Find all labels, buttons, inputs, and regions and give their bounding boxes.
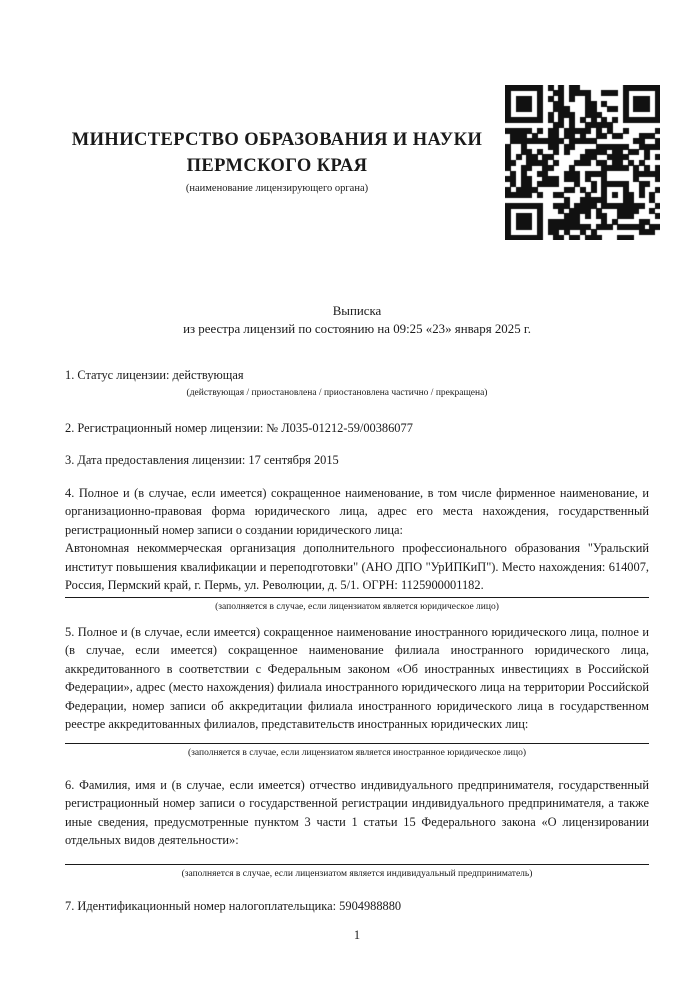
taxpayer-number-text: 7. Идентификационный номер налогоплательщика: 5904988880 (65, 899, 402, 913)
document-title-line1: Выписка (332, 304, 382, 318)
qr-code (505, 85, 660, 240)
page-number: 1 (353, 928, 361, 942)
item-legal-entity (65, 484, 649, 613)
fill-line (65, 864, 649, 865)
license-date-text: 3. Дата предоставления лицензии: 17 сентября 2015 (65, 453, 339, 467)
ministry-name-line2: ПЕРМСКОГО КРАЯ (186, 156, 368, 176)
fill-line (65, 597, 649, 598)
ministry-name-line1: МИНИСТЕРСТВО ОБРАЗОВАНИЯ И НАУКИ (71, 130, 483, 150)
individual-entrepreneur-label: 6. Фамилия, имя и (в случае, если имеется) отчество индивидуального предпринимателя, государственный регистрационный номер записи о государственной регистрации индивидуального предпринимателя, а также иные сведения, предусмотренные пунктом 3 части 1 статьи 15 Федерального закона «О лицензировании отдельных видов деятельности»: (65, 778, 649, 848)
licensing-authority-caption: (наименование лицензирующего органа) (185, 183, 369, 194)
item-license-status (65, 366, 649, 399)
license-status-options-caption: (действующая / приостановлена / приостановлена частично / прекращена) (186, 388, 488, 399)
ministry-header (65, 127, 489, 194)
item-registration-number (65, 419, 649, 437)
document-title-line2: из реестра лицензий по состоянию на 09:25 «23» января 2025 г. (183, 322, 531, 337)
individual-entrepreneur-caption: (заполняется в случае, если лицензиатом является индивидуальный предприниматель) (181, 868, 533, 879)
foreign-entity-label: 5. Полное и (в случае, если имеется) сокращенное наименование иностранного юридического лица, полное и (в случае, если имеется) сокращенное наименование филиала иностранного юридического лица, аккредитованного в соответствии с Федеральным законом «Об иностранных инвестициях в Российской Федерации», адрес (место нахождения) филиала иностранного юридического лица на территории Российской Федерации, номер записи об аккредитации филиала иностранного юридического лица в государственном реестре аккредитованных филиалов, представительств иностранных юридических лиц: (65, 625, 649, 732)
item-individual-entrepreneur (65, 776, 649, 880)
item-foreign-entity (65, 623, 649, 759)
document-title (65, 302, 649, 339)
license-status-text: 1. Статус лицензии: действующая (65, 368, 244, 382)
legal-entity-caption: (заполняется в случае, если лицензиатом является юридическое лицо) (215, 602, 499, 613)
item-taxpayer-number (65, 897, 649, 915)
fill-line (65, 743, 649, 744)
item-license-date (65, 451, 649, 469)
legal-entity-label: 4. Полное и (в случае, если имеется) сокращенное наименование, в том числе фирменное наименование, и организационно-правовая форма юридического лица, адрес его места нахождения, государственный регистрационный номер записи о создании юридического лица: (65, 486, 649, 537)
legal-entity-value: Автономная некоммерческая организация дополнительного профессионального образования "Уральский институт повышения квалификации и переподготовки" (АНО ДПО "УрИПКиП"). Место нахождения: 614007, Россия, Пермский край, г. Пермь, ул. Революции, д. 5/1. ОГРН: 1125900001182. (65, 541, 649, 593)
registration-number-text: 2. Регистрационный номер лицензии: № Л035-01212-59/00386077 (65, 421, 413, 435)
foreign-entity-caption: (заполняется в случае, если лицензиатом является иностранное юридическое лицо) (188, 748, 526, 759)
